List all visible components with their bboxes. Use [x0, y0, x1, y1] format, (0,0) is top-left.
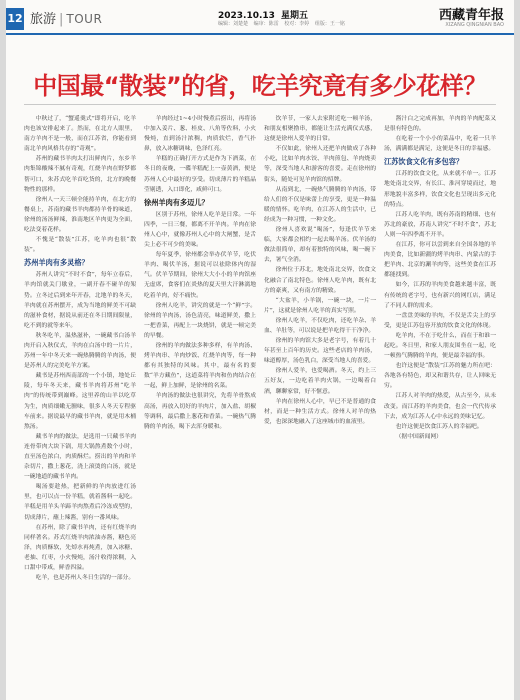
section-divider: |: [59, 12, 64, 27]
paragraph: 从南到北，一碗热气腾腾的羊肉汤，带给人们的不仅是味蕾上的享受，更是一种温暖的情怀。吃羊肉，在江苏人的生活中，已经成为一种习惯，一种文化。: [264, 186, 376, 223]
article-column-4: [384, 114, 496, 442]
paragraph: 苏州人讲究“不时不食”，每年立春后，羊肉馆就关门歇业，一副开春不碰羊的架势。立冬过后到来年开春，北地羊的冬天，羊肉就在苏州摆开，成为当地的鲜美不可缺的滋补食材，据说从前还在冬日期间限量，吃不到的就等来年。: [24, 272, 136, 329]
paragraph: 每年夏季，徐州都会举办伏羊节，吃伏羊肉、喝伏羊汤，据说可以祛除体内的湿气。伏羊节期间，徐州大大小小的羊肉馆座无虚席，食客们在炎热的夏天里大汗淋漓地吃着羊肉，好不痛快。: [144, 252, 256, 299]
paragraph: 徐州人吃羊，讲究的就是一个“鲜”字。徐州的羊肉汤，汤色清亮，味道鲜美，撒上一把香菜，再配上一块烧饼，就是一顿完美的早餐。: [144, 302, 256, 339]
masthead-pinyin: XIZANG QINGNIAN BAO: [445, 22, 504, 28]
paragraph: 江苏人对羊肉的热爱，从古至今，从未改变。而江苏的羊肉美食，也会一代代传承下去，成为江苏人心中永远的美味记忆。: [384, 393, 496, 420]
paragraph: 区别于苏州，徐州人吃羊是日常。一年四季，一日三餐，都离不开羊肉。羊肉在徐州人心中，就像苏州人心中的大闸蟹，是舌尖上必不可少的美味。: [144, 211, 256, 249]
paragraph: 吃羊肉，不在于吃什么，而在于和谁一起吃。冬日里，和家人朋友围坐在一起，吃一顿热气腾腾的羊肉，便是最幸福的事。: [384, 332, 496, 360]
article-column-3: [264, 114, 376, 427]
paragraph: 在江苏，你可以尝到来自全国各地的羊肉美食，比如新疆的烤羊肉串、内蒙古的手把羊肉、北京的涮羊肉等，这些美食在江苏都能找到。: [384, 242, 496, 279]
section-label: [30, 8, 102, 27]
article-column-2: [144, 114, 256, 432]
credit-proofreader: 校对：李婷: [284, 21, 310, 27]
paragraph: 如今，江苏的羊肉美食越来越丰富，既有传统的老字号，也有新兴的网红店，满足了不同人群的需求。: [384, 282, 496, 309]
paragraph: 在苏州，除了藏书羊肉，还有红烧羊肉同样著名。苏式红烧羊肉浓油赤酱，糖色亮泽，肉质酥软，先焯水再炖煮，加入冰糖、老抽、红枣，小火慢炖，汤汁收得浓稠，入口甜中带咸，鲜香四溢。: [24, 524, 136, 572]
paragraph: 藏书是苏州西南部的一个小镇，地处丘陵，每年冬天来，藏书羊肉将苏州“吃羊肉”的传统带到巅峰。这里养的山羊以吃草为生，肉质细嫩无膻味，很多人冬天专程驱车前来。据说最早的藏书羊肉，就是用木桶熬汤。: [24, 373, 136, 430]
paragraph: 苏州的藏书羊肉太打出鲜肉片，东乡羊肉集锦酸辣不腻有奇观，红烧羊肉在野梦都帮可口，朱苏式吃羊首吃货的，北方的晚餐物性的那样。: [24, 156, 136, 193]
paragraph: 羊糕的正确打开方式是作为下酒菜，在冬日的夜晚，一碟羊糕配上一壶黄酒，便是苏州人心中最好的享受。切成薄片的羊糕晶莹剔透，入口即化，咸鲜可口。: [144, 156, 256, 193]
credit-reviewer: 编审：陈雷: [253, 21, 279, 27]
section-zh: 旅游: [30, 12, 57, 27]
paragraph: 不愧是“散装”江苏，吃羊肉也很“散装”。: [24, 237, 136, 254]
credit-editor: 编辑：刘楚楚: [218, 21, 249, 27]
paragraph: 羊肉经过1~4小时慢煮后捞出，再将汤中加入姜片、葱、桂皮、八角等佐料，小火慢炖，直到汤汁浓稠，肉质软烂，香气扑鼻，放入冰糖调味，色泽红亮。: [144, 116, 256, 153]
article-headline: 中国最“散装”的省，吃羊究竟有多少花样？: [33, 72, 487, 100]
paragraph: 一盘盘美味的羊肉，不仅是舌尖上的享受，更是江苏包容开放的饮食文化的体现。: [384, 312, 496, 329]
paragraph: 江苏人吃羊肉，既有苏南的精细、也有苏北的豪放，苏南人讲究“不时不食”，苏北人则一年四季离不开羊。: [384, 211, 496, 238]
article-column-1: [24, 114, 136, 583]
subheading-xuzhou: 徐州羊肉有多迈儿？: [144, 197, 209, 207]
newspaper-masthead: 西藏青年报: [438, 8, 504, 23]
paragraph: 徐州位于苏北，地处南北交界，饮食文化融合了南北特色。徐州人吃羊肉，既有北方的豪爽，又有南方的精致。: [264, 267, 376, 294]
page-header: [6, 0, 514, 34]
article-source: （据中国新闻网）: [395, 433, 442, 440]
paragraph: 徐州人喜欢说“喝汤”，每逢伏羊节来临，大家都会相约一起去喝羊汤。伏羊汤的做法很简单，却有着独特的风味，喝一碗下去，暑气全消。: [264, 227, 376, 264]
paragraph: 不仅如此，徐州人还把羊肉做成了各种小吃，比如羊肉水饺、羊肉煎包、羊肉烧卖等，深受当地人和游客的喜爱。走在徐州的街头，随处可见羊肉馆的招牌。: [264, 146, 376, 183]
paragraph: 羊肉在徐州人心中，早已不是普通的食材，而是一种生活方式。徐州人对羊的热爱，也深深地融入了这座城市的血液里。: [264, 398, 376, 425]
paragraph: 酱汁白之完成再加，羊肉的羊肉配菜又是很有特色的。: [384, 116, 496, 133]
paragraph: 也许这便是饮食江苏人的幸福吧。: [395, 423, 483, 430]
headline-rule: [24, 104, 496, 105]
paragraph: 徐州人爱羊，也爱喝酒。冬天，约上三五好友，一边吃着羊肉火锅，一边喝着白酒，聊聊家常，好不惬意。: [264, 368, 376, 395]
subheading-jiangsu: 江苏饮食文化有多包容？: [384, 157, 464, 167]
paragraph: 秋冬吃羊，温热滋补，一碗藏书白汤羊肉开启入秋仪式，羊肉在白汤中的一片片，苏州一年中冬天来一碗热腾腾的羊肉汤，便是苏州人的完美吃羊方案。: [24, 332, 136, 370]
newspaper-page: [6, 0, 514, 700]
paragraph: 徐州的羊肉做法多种多样，有羊肉汤、烤羊肉串、羊肉炒饭、红烧羊肉等，每一种都有其独特的风味。其中，最有名的要数“羊方藏鱼”，这道菜将羊肉和鱼肉结合在一起，鲜上加鲜，是徐州的名菜。: [144, 342, 256, 390]
paragraph: 也许这便是“散装”江苏的魅力所在吧：各地各有特色，却又和谐共存，让人回味无穷。: [384, 363, 496, 390]
editor-credits: [218, 20, 349, 27]
paragraph: 在吃着一个小小的菜品中，吃着一只羊汤，满满都是满足，这便是冬日的幸福感。: [384, 136, 496, 153]
weekday: 星期五: [280, 11, 308, 21]
paragraph: 吃羊，也是苏州人冬日生活的一部分。: [35, 575, 135, 582]
subheading-suzhou: 苏州羊肉有多灵格？: [24, 258, 89, 268]
credit-layout: 组版：王一铭: [314, 21, 345, 27]
paragraph: 徐州人一天三顿全能持羊肉，在北方的餐桌上，苏南的藏书羊肉都持羊骨的味道，徐州的汤汤鲜辣，淮南地区羊肉更为全面，吃法变着花样。: [24, 196, 136, 234]
page-number: 12: [6, 8, 24, 30]
paragraph: 羊肉汤的做法也很讲究，先将羊骨熬成高汤，再放入切好的羊肉片，加入盐、胡椒等调料，最后撒上葱花和香菜。一碗热气腾腾的羊肉汤，喝下去浑身暖和。: [144, 393, 256, 430]
date: 2023.10.13: [218, 11, 275, 21]
paragraph: 喝汤要趁热，把新鲜的羊肉放进红汤里，也可以点一份羊糕，就着酱料一起吃。羊糕是用羊头羊蹄羊肉熬煮后冷冻成型的，切成薄片，蘸上辣酱，别有一番风味。: [24, 484, 136, 521]
header-rule: [6, 33, 514, 35]
paragraph: “大盆羊，小羊锅，一碗一块，一片一片”，这就是徐州人吃羊的真实写照。: [264, 297, 376, 314]
paragraph: 江苏的饮食文化，从来就不单一。江苏地处南北交界，有长江、淮河穿境而过，地形地貌丰富多样，饮食文化也呈现出多元化的特点。: [384, 171, 496, 208]
paragraph: 徐州人吃羊，不仅吃肉，还吃羊杂、羊血、羊肚等，可以说是把羊吃得干干净净。: [264, 317, 376, 334]
paragraph: 中秋过了，“蟹遥羹式”即将开启，吃羊肉也该安排起来了。然而，在北方人眼里，南方羊肉不是一般，而在江苏省，你能看到南北羊肉风格共存的“奇观”。: [24, 116, 136, 153]
section-en: TOUR: [66, 12, 103, 26]
paragraph: 饮羊节，一家人去家附近吃一顿羊汤，和朋友相聚撸串，都能让生活充满仪式感，这便是徐州人爱羊的日常。: [264, 116, 376, 143]
paragraph: 藏书羊肉的做法，是选用一只藏书羊肉连骨带肉大块下锅，用大锅熬煮数个小时，直至汤色浓白，肉质酥烂。捞出的羊肉和羊杂切片，撒上葱花，浇上滚烫的白汤，就是一碗地道的藏书羊肉。: [24, 433, 136, 481]
paragraph: 徐州的羊肉馆大多是老字号，有着几十年甚至上百年的历史。这些老店的羊肉汤，味道醇厚，汤色乳白，深受当地人的喜爱。: [264, 338, 376, 365]
